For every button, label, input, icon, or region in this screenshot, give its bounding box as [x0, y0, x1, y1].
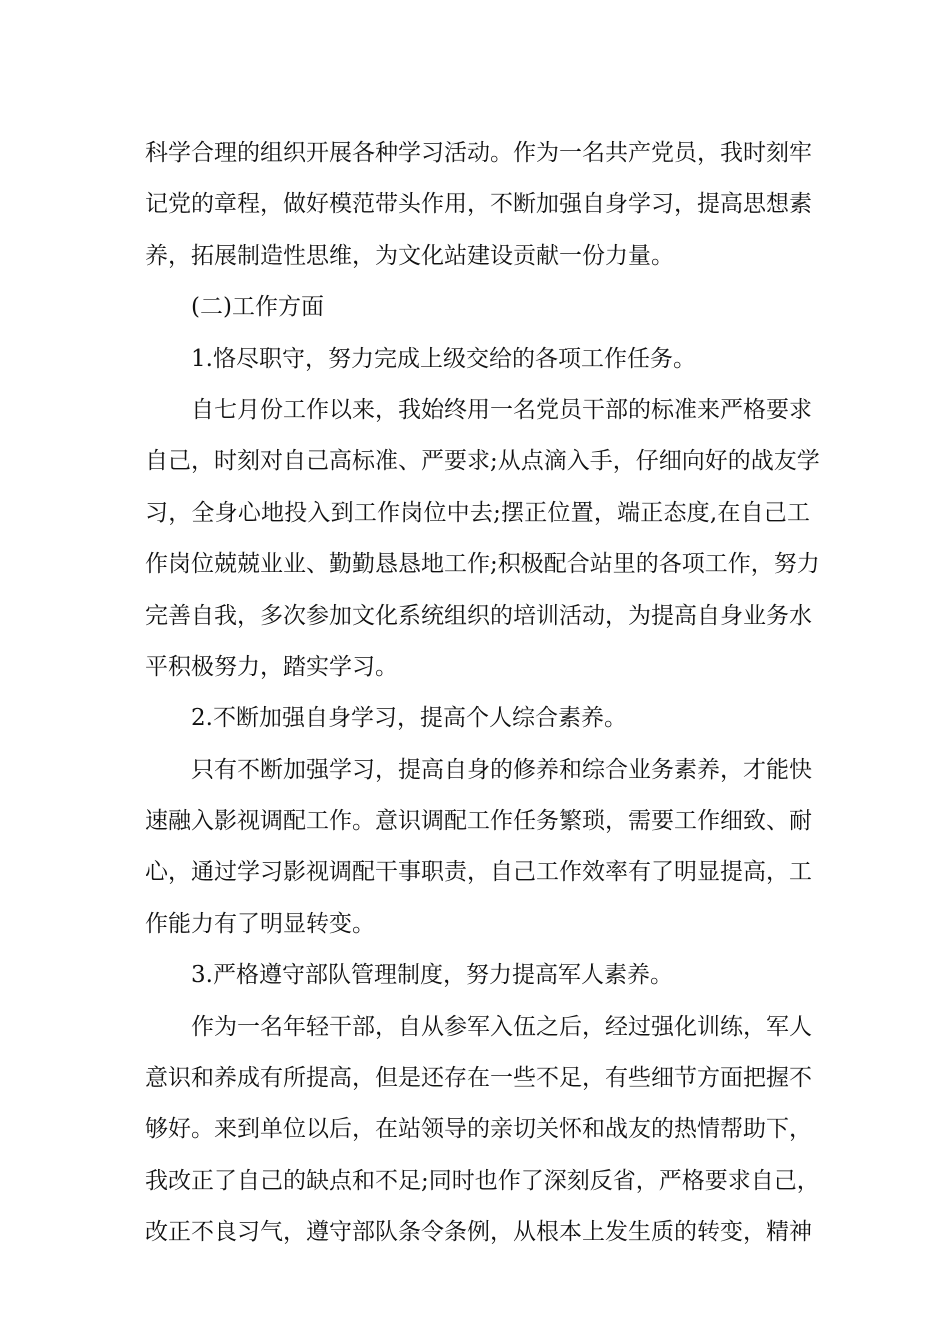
document-body	[145, 128, 820, 1259]
text-line: 平积极努力，踏实学习。	[145, 653, 398, 680]
text-line: 养，拓展制造性思维，为文化站建设贡献一份力量。	[145, 242, 674, 269]
section-heading: (二)工作方面	[191, 294, 324, 321]
text-line: 科学合理的组织开展各种学习活动。作为一名共产党员，我时刻牢	[145, 140, 812, 166]
subheading: 3.严格遵守部队管理制度，努力提高军人素养。	[191, 962, 673, 989]
text-line: 自己，时刻对自己高标准、严要求;从点滴入手，仔细向好的战友学	[145, 448, 820, 475]
text-line: 只有不断加强学习，提高自身的修养和综合业务素养，才能快	[191, 756, 812, 783]
text-line: 改正不良习气，遵守部队条令条例，从根本上发生质的转变，精神	[145, 1219, 812, 1246]
text-line: 作为一名年轻干部，自从参军入伍之后，经过强化训练，军人	[191, 1013, 812, 1040]
text-line: 意识和养成有所提高，但是还存在一些不足，有些细节方面把握不	[145, 1065, 812, 1092]
text-line: 速融入影视调配工作。意识调配工作任务繁琐，需要工作细致、耐	[145, 808, 812, 835]
text-line: 习，全身心地投入到工作岗位中去;摆正位置，端正态度,在自己工	[145, 499, 810, 526]
text-line: 心，通过学习影视调配干事职责，自己工作效率有了明显提高，工	[145, 859, 812, 886]
text-line: 作岗位兢兢业业、勤勤恳恳地工作;积极配合站里的各项工作，努力	[145, 551, 820, 578]
text-line: 自七月份工作以来，我始终用一名党员干部的标准来严格要求	[191, 396, 812, 423]
text-line: 作能力有了明显转变。	[145, 910, 375, 937]
text-line: 我改正了自己的缺点和不足;同时也作了深刻反省，严格要求自己，	[145, 1167, 820, 1194]
subheading: 2.不断加强自身学习，提高个人综合素养。	[191, 705, 627, 732]
text-line: 记党的章程，做好模范带头作用，不断加强自身学习，提高思想素	[145, 191, 812, 218]
text-line: 完善自我，多次参加文化系统组织的培训活动，为提高自身业务水	[145, 602, 812, 629]
text-line: 够好。来到单位以后，在站领导的亲切关怀和战友的热情帮助下，	[145, 1116, 812, 1143]
subheading: 1.恪尽职守，努力完成上级交给的各项工作任务。	[191, 345, 696, 372]
